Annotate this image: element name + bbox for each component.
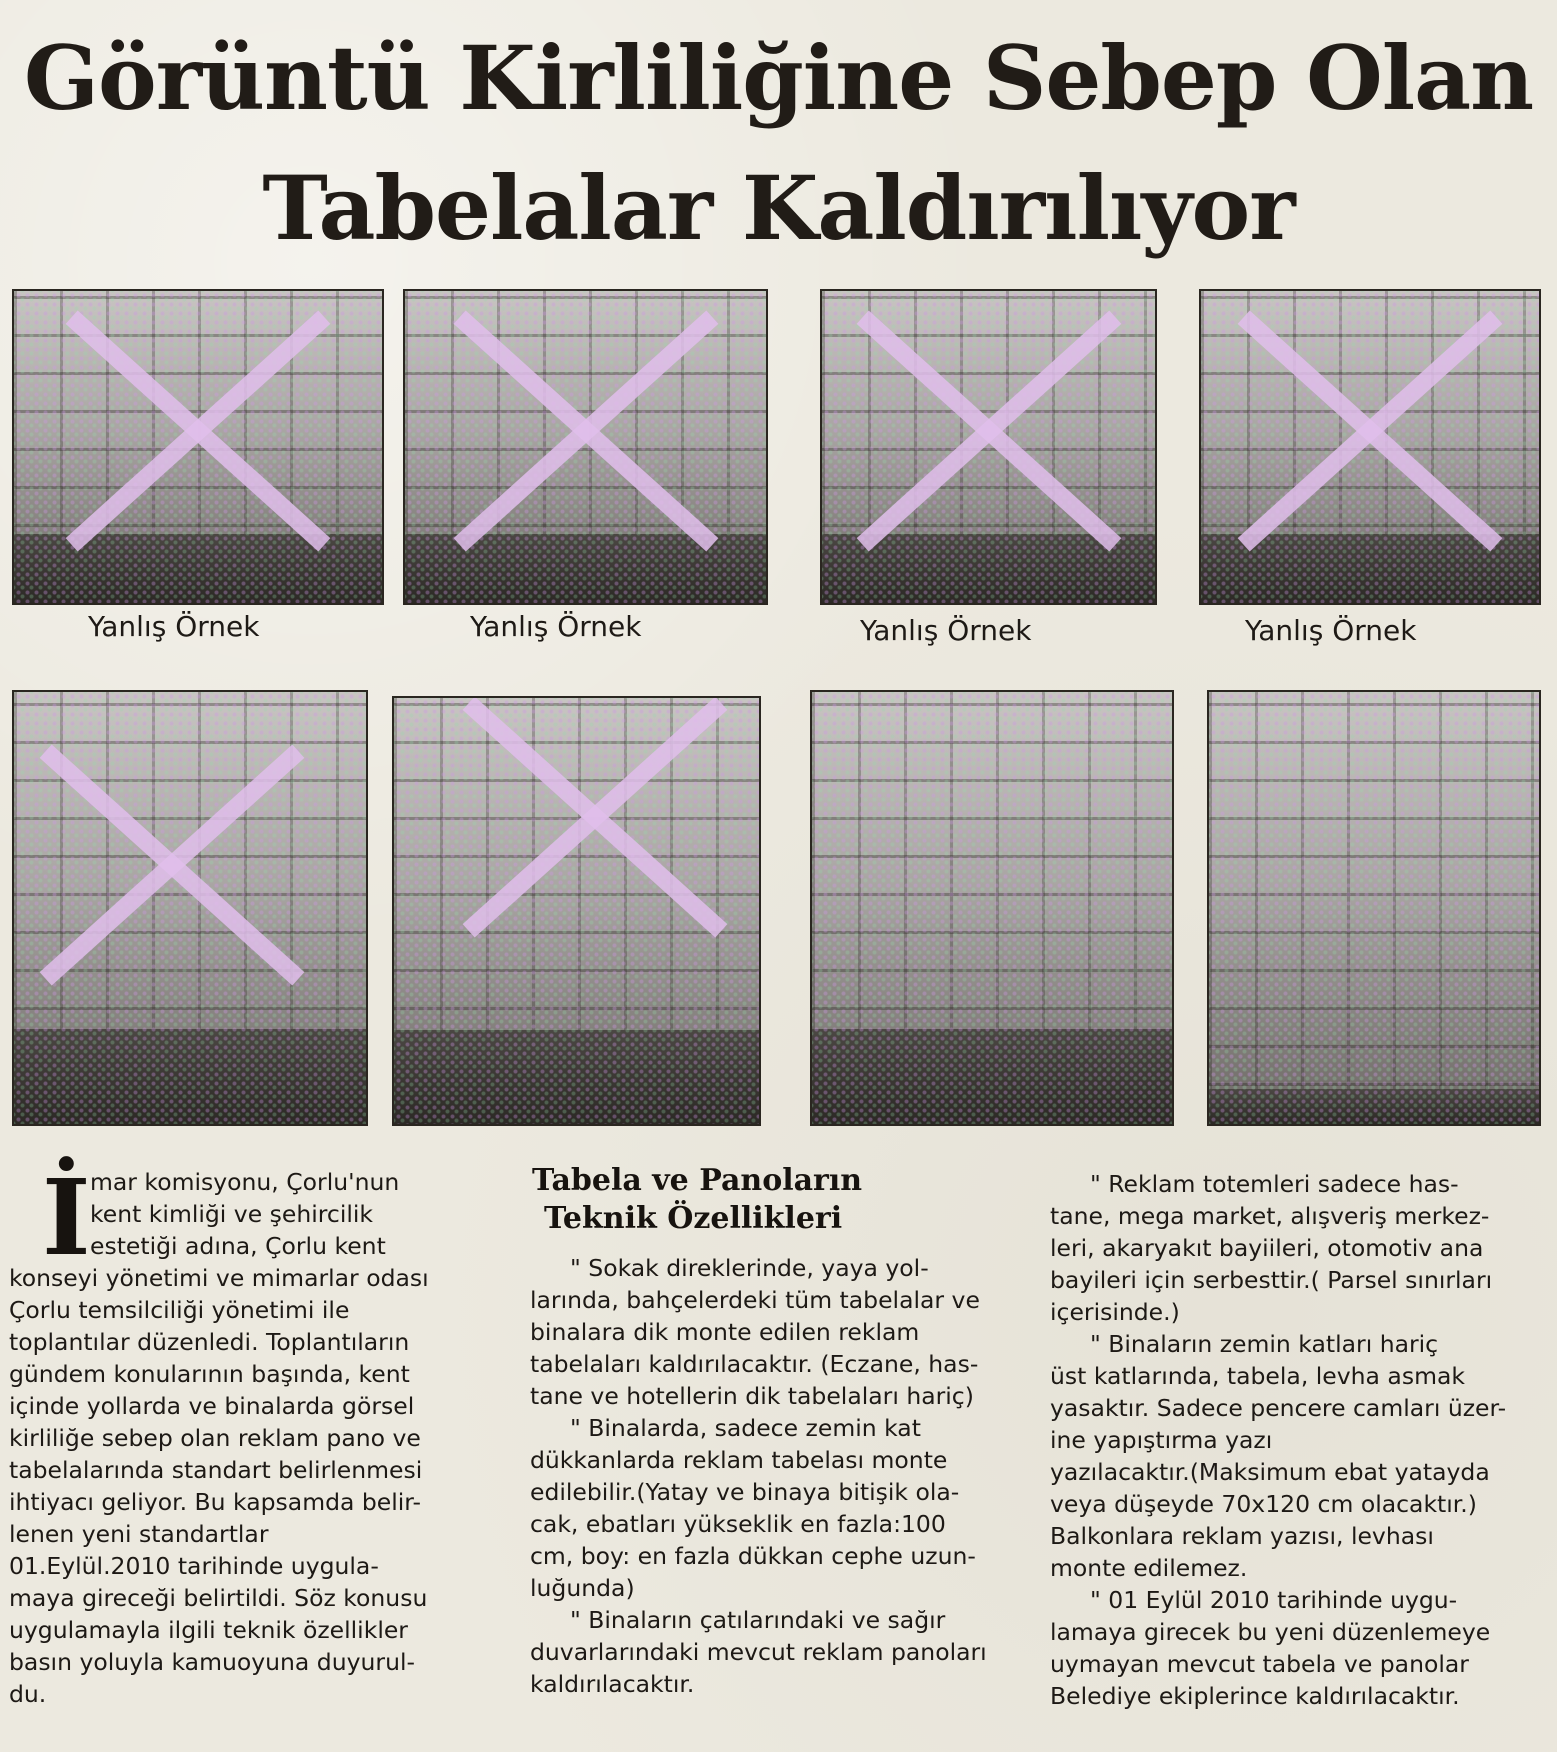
text-line: gündem konularının başında, kent bbox=[9, 1360, 410, 1388]
text-line: tane ve hotellerin dik tabelaları hariç) bbox=[530, 1382, 974, 1410]
text-line: uygulamayla ilgili teknik özellikler bbox=[9, 1616, 408, 1644]
article-column-2 bbox=[530, 1252, 987, 1700]
text-line: " Sokak direklerinde, yaya yol- bbox=[570, 1254, 929, 1282]
text-line: cm, boy: en fazla dükkan cephe uzun- bbox=[530, 1542, 976, 1570]
text-line: yazılacaktır.(Maksimum ebat yatayda bbox=[1050, 1458, 1490, 1486]
text-line: larında, bahçelerdeki tüm tabelalar ve bbox=[530, 1286, 980, 1314]
text-line: dükkanlarda reklam tabelası monte bbox=[530, 1446, 948, 1474]
text-line: maya gireceği belirtildi. Söz konusu bbox=[9, 1584, 428, 1612]
photo-wrong-example-4 bbox=[1199, 289, 1541, 605]
text-line: basın yoluyla kamuoyuna duyurul- bbox=[9, 1648, 415, 1676]
text-line: " Binaların çatılarındaki ve sağır bbox=[570, 1606, 946, 1634]
text-line: binalara dik monte edilen reklam bbox=[530, 1318, 920, 1346]
text-line: lamaya girecek bu yeni düzenlemeye bbox=[1050, 1618, 1491, 1646]
text-line: ine yapıştırma yazı bbox=[1050, 1426, 1273, 1454]
text-line: üst katlarında, tabela, levha asmak bbox=[1050, 1362, 1465, 1390]
text-line: " Binalarda, sadece zemin kat bbox=[570, 1414, 921, 1442]
photo-building-yapikredi bbox=[12, 690, 368, 1126]
text-line: kaldırılacaktır. bbox=[530, 1670, 695, 1698]
photo-wrong-example-2 bbox=[403, 289, 768, 605]
text-line: içerisinde.) bbox=[1050, 1298, 1180, 1326]
subheading-line-1: Tabela ve Panoların bbox=[532, 1163, 863, 1198]
text-line: Belediye ekiplerince kaldırılacaktır. bbox=[1050, 1682, 1460, 1710]
photo-caption: Yanlış Örnek bbox=[88, 610, 260, 643]
section-subheading bbox=[532, 1162, 862, 1238]
photo-wrong-example-1 bbox=[12, 289, 384, 605]
text-line: cak, ebatları yükseklik en fazla:100 bbox=[530, 1510, 946, 1538]
text-line: ihtiyacı geliyor. Bu kapsamda belir- bbox=[9, 1488, 421, 1516]
text-line: kirliliğe sebep olan reklam pano ve bbox=[9, 1424, 421, 1452]
text-line: Çorlu temsilciliği yönetimi ile bbox=[9, 1296, 350, 1324]
text-line: monte edilemez. bbox=[1050, 1554, 1248, 1582]
text-line: " Reklam totemleri sadece has- bbox=[1090, 1170, 1459, 1198]
text-line: veya düşeyde 70x120 cm olacaktır.) bbox=[1050, 1490, 1477, 1518]
text-line: kent kimliği ve şehircilik bbox=[90, 1200, 374, 1228]
photo-caption: Yanlış Örnek bbox=[1245, 614, 1417, 647]
text-line: uymayan mevcut tabela ve panolar bbox=[1050, 1650, 1469, 1678]
text-line: duvarlarındaki mevcut reklam panoları bbox=[530, 1638, 987, 1666]
text-line: içinde yollarda ve binalarda görsel bbox=[9, 1392, 415, 1420]
text-line: du. bbox=[9, 1680, 47, 1708]
subheading-line-2: Teknik Özellikleri bbox=[544, 1201, 843, 1236]
article-column-1-lead bbox=[90, 1166, 399, 1262]
photo-building-block bbox=[392, 696, 761, 1126]
text-line: " 01 Eylül 2010 tarihinde uygu- bbox=[1090, 1586, 1458, 1614]
headline-line-1: Görüntü Kirliliğine Sebep Olan bbox=[23, 26, 1534, 130]
text-line: yasaktır. Sadece pencere camları üzer- bbox=[1050, 1394, 1507, 1422]
text-line: tane, mega market, alışveriş merkez- bbox=[1050, 1202, 1490, 1230]
photo-building-fortis bbox=[810, 690, 1174, 1126]
text-line: edilebilir.(Yatay ve binaya bitişik ola- bbox=[530, 1478, 960, 1506]
text-line: tabelaları kaldırılacaktır. (Eczane, has- bbox=[530, 1350, 979, 1378]
text-line: estetiği adına, Çorlu kent bbox=[90, 1232, 386, 1260]
text-line: mar komisyonu, Çorlu'nun bbox=[90, 1168, 400, 1196]
text-line: konseyi yönetimi ve mimarlar odası bbox=[9, 1264, 429, 1292]
text-line: tabelalarında standart belirlenmesi bbox=[9, 1456, 423, 1484]
photo-caption: Yanlış Örnek bbox=[470, 610, 642, 643]
article-column-1 bbox=[9, 1262, 429, 1710]
photo-caption: Yanlış Örnek bbox=[860, 614, 1032, 647]
article-column-3 bbox=[1050, 1168, 1506, 1712]
text-line: Balkonlara reklam yazısı, levhası bbox=[1050, 1522, 1434, 1550]
drop-cap: İ bbox=[42, 1156, 91, 1279]
text-line: luğunda) bbox=[530, 1574, 635, 1602]
text-line: lenen yeni standartlar bbox=[9, 1520, 269, 1548]
text-line: bayileri için serbesttir.( Parsel sınırları bbox=[1050, 1266, 1493, 1294]
headline-line-2: Tabelalar Kaldırılıyor bbox=[262, 156, 1295, 260]
text-line: 01.Eylül.2010 tarihinde uygula- bbox=[9, 1552, 379, 1580]
photo-wrong-example-3 bbox=[820, 289, 1157, 605]
text-line: toplantılar düzenledi. Toplantıların bbox=[9, 1328, 410, 1356]
text-line: " Binaların zemin katları hariç bbox=[1090, 1330, 1439, 1358]
photo-building-facade bbox=[1207, 690, 1541, 1126]
text-line: leri, akaryakıt bayiileri, otomotiv ana bbox=[1050, 1234, 1484, 1262]
